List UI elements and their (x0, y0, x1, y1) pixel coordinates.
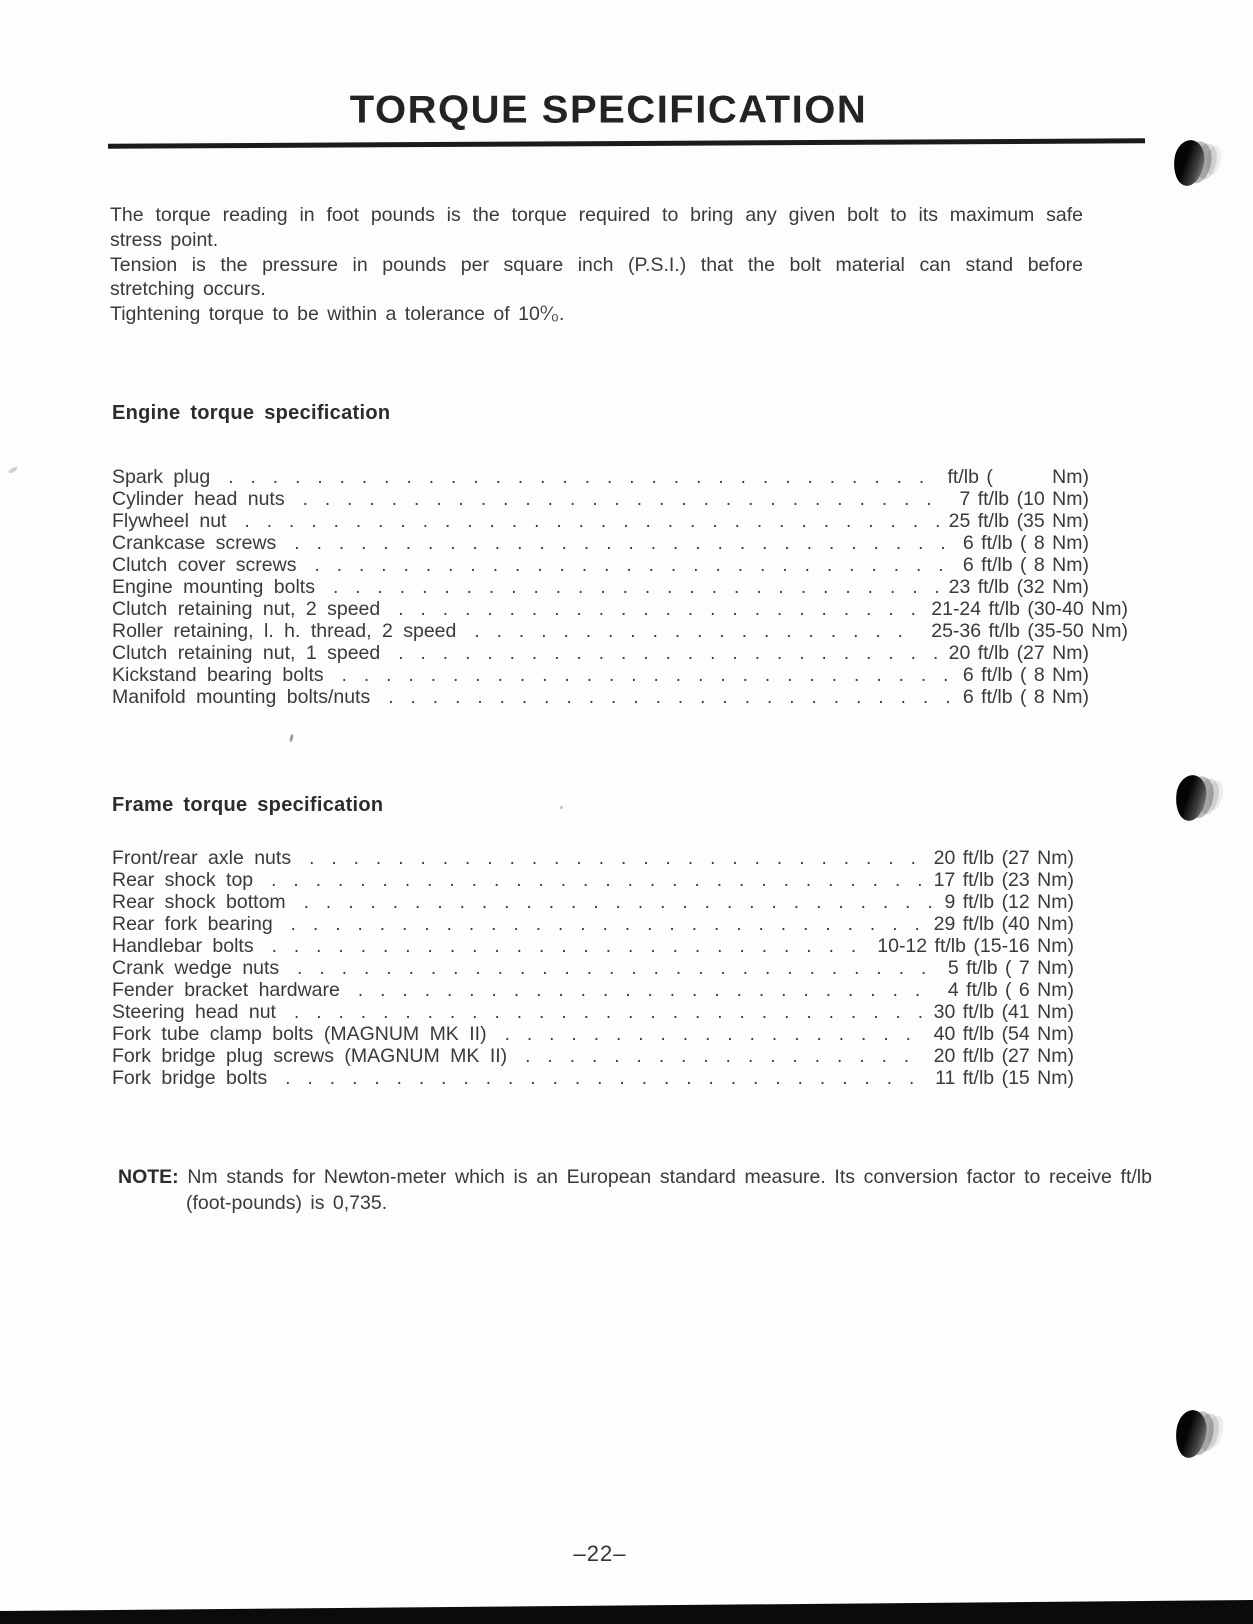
title-underline-rule (108, 138, 1145, 148)
spec-label: Engine mounting bolts (112, 576, 315, 598)
spec-row (112, 664, 1089, 686)
dot-leader (294, 532, 953, 555)
spec-row (112, 1001, 1074, 1023)
spec-value: 21-24 ft/lb (30-40 Nm) (931, 598, 1128, 620)
scan-speck (560, 806, 563, 809)
frame-spec-list (112, 847, 1074, 1089)
spec-value: 6 ft/lb ( 8 Nm) (962, 686, 1089, 708)
spec-row (112, 847, 1074, 869)
dot-leader (314, 554, 952, 577)
spec-row (112, 891, 1074, 913)
scan-speck (8, 466, 19, 474)
intro-line: Tension is the pressure in pounds per square inch (P.S.I.) that the bolt material can stand before (110, 253, 1083, 276)
spec-label: Rear shock bottom (112, 891, 286, 913)
spec-label: Clutch retaining nut, 1 speed (112, 642, 381, 664)
dot-leader (272, 935, 868, 958)
scan-speck (289, 734, 294, 743)
spec-label: Handlebar bolts (112, 935, 254, 957)
spec-label: Rear shock top (112, 869, 254, 891)
spec-value: 6 ft/lb ( 8 Nm) (962, 664, 1089, 686)
note-label: NOTE: (118, 1166, 179, 1188)
engine-section-heading: Engine torque specification (112, 402, 391, 424)
spec-value: 4 ft/lb ( 6 Nm) (947, 979, 1074, 1001)
binder-hole-shadow (1171, 138, 1207, 188)
spec-label: Crankcase screws (112, 532, 277, 554)
spec-value: 25 ft/lb (35 Nm) (948, 510, 1089, 532)
spec-label: Fork bridge plug screws (MAGNUM MK II) (112, 1045, 508, 1067)
spec-row (112, 935, 1074, 957)
dot-leader (228, 466, 937, 489)
dot-leader (388, 686, 953, 709)
spec-value: ft/lb ( Nm) (947, 466, 1089, 488)
dot-leader (244, 510, 938, 533)
spec-value: 25-36 ft/lb (35-50 Nm) (931, 620, 1128, 642)
spec-row (112, 554, 1089, 576)
page-number: –22– (573, 1541, 627, 1566)
binder-hole-shadow (1173, 773, 1209, 823)
dot-leader (297, 957, 938, 980)
spec-label: Crank wedge nuts (112, 957, 280, 979)
spec-row (112, 1023, 1074, 1045)
dot-leader (505, 1023, 924, 1046)
spec-label: Fender bracket hardware (112, 979, 340, 1001)
intro-line: stretching occurs. (110, 278, 266, 301)
dot-leader (474, 620, 921, 643)
spec-row (112, 686, 1089, 708)
spec-row (112, 642, 1089, 664)
intro-paragraphs (110, 203, 1083, 327)
dot-leader (333, 576, 939, 599)
spec-label: Flywheel nut (112, 510, 227, 532)
note-text: Nm stands for Newton-meter which is an European standard measure. Its conversion factor to receive ft/lb (foot-pounds) is 0,735. (186, 1166, 1152, 1215)
spec-row (112, 913, 1074, 935)
spec-label: Clutch retaining nut, 2 speed (112, 598, 381, 620)
spec-label: Kickstand bearing bolts (112, 664, 324, 686)
spec-row (112, 466, 1089, 488)
dot-leader (285, 1067, 925, 1090)
dot-leader (291, 913, 924, 936)
note-paragraph (118, 1164, 1152, 1217)
scan-bottom-edge (0, 1600, 1253, 1624)
frame-section-heading: Frame torque specification (112, 794, 384, 816)
spec-value: 10-12 ft/lb (15-16 Nm) (877, 935, 1074, 957)
binder-hole-shadow (1173, 1408, 1209, 1460)
dot-leader (309, 847, 924, 870)
spec-row (112, 598, 1128, 620)
spec-value: 20 ft/lb (27 Nm) (948, 642, 1089, 664)
dot-leader (294, 1001, 924, 1024)
page-title: TORQUE SPECIFICATION (349, 88, 868, 132)
dot-leader (303, 488, 950, 511)
spec-row (112, 620, 1128, 642)
spec-label: Roller retaining, l. h. thread, 2 speed (112, 620, 457, 642)
spec-row (112, 576, 1089, 598)
intro-line: stress point. (110, 228, 219, 251)
dot-leader (525, 1045, 923, 1068)
spec-value: 17 ft/lb (23 Nm) (933, 869, 1074, 891)
dot-leader (304, 891, 935, 914)
engine-spec-list (112, 466, 1128, 708)
dot-leader (342, 664, 953, 687)
spec-label: Clutch cover screws (112, 554, 297, 576)
spec-label: Front/rear axle nuts (112, 847, 292, 869)
spec-value: 20 ft/lb (27 Nm) (933, 847, 1074, 869)
spec-label: Rear fork bearing (112, 913, 273, 935)
spec-value: 9 ft/lb (12 Nm) (944, 891, 1074, 913)
spec-row (112, 957, 1074, 979)
spec-value: 6 ft/lb ( 8 Nm) (962, 532, 1089, 554)
dot-leader (271, 869, 923, 892)
dot-leader (398, 642, 938, 665)
intro-line: Tightening torque to be within a tolerance of 10⁰⁄₀. (110, 303, 565, 326)
spec-value: 6 ft/lb ( 8 Nm) (962, 554, 1089, 576)
spec-row (112, 532, 1089, 554)
spec-value: 40 ft/lb (54 Nm) (933, 1023, 1074, 1045)
spec-value: 20 ft/lb (27 Nm) (933, 1045, 1074, 1067)
dot-leader (358, 979, 938, 1002)
spec-row (112, 1045, 1074, 1067)
intro-line: The torque reading in foot pounds is the torque required to bring any given bolt to its maximum safe (110, 204, 1083, 226)
spec-value: 23 ft/lb (32 Nm) (948, 576, 1089, 598)
spec-value: 11 ft/lb (15 Nm) (935, 1067, 1074, 1089)
spec-label: Cylinder head nuts (112, 488, 285, 510)
spec-row (112, 1067, 1074, 1089)
spec-label: Fork bridge bolts (112, 1067, 268, 1089)
spec-value: 5 ft/lb ( 7 Nm) (947, 957, 1074, 979)
spec-row (112, 869, 1074, 891)
spec-label: Steering head nut (112, 1001, 276, 1023)
spec-value: 29 ft/lb (40 Nm) (933, 913, 1074, 935)
spec-row (112, 488, 1089, 510)
spec-label: Fork tube clamp bolts (MAGNUM MK II) (112, 1023, 487, 1045)
spec-label: Manifold mounting bolts/nuts (112, 686, 371, 708)
spec-value: 7 ft/lb (10 Nm) (959, 488, 1089, 510)
spec-label: Spark plug (112, 466, 211, 488)
spec-row (112, 510, 1089, 532)
spec-row (112, 979, 1074, 1001)
spec-value: 30 ft/lb (41 Nm) (933, 1001, 1074, 1023)
dot-leader (398, 598, 921, 621)
